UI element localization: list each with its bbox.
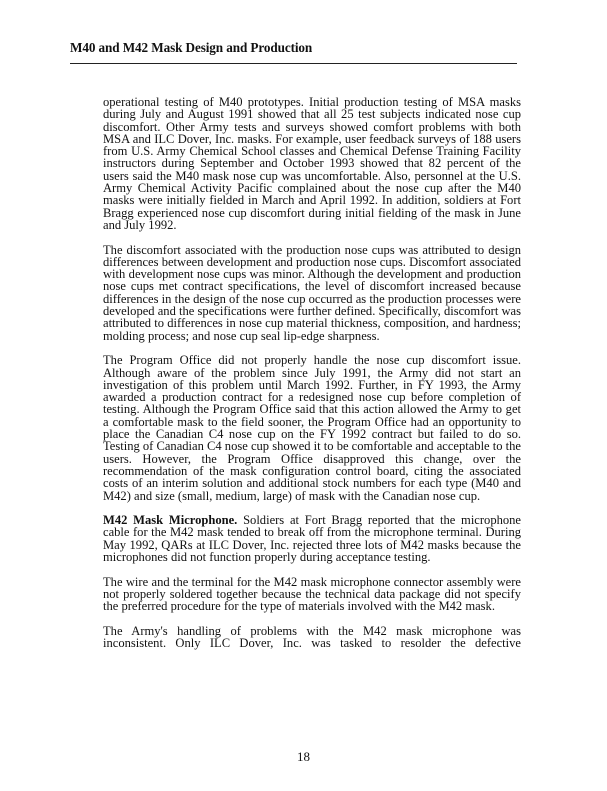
- running-head: M40 and M42 Mask Design and Production: [70, 40, 313, 55]
- paragraph: The wire and the terminal for the M42 mask microphone connector assembly were not properly soldered together because the technical data package did not specify the preferred procedure for the type of materials involved with the M42 mask.: [103, 574, 521, 614]
- paragraph: [103, 514, 521, 563]
- body-text: [103, 96, 521, 662]
- paragraph: The discomfort associated with the production nose cups was attributed to design differences between development and production nose cups. Discomfort associated with development nose cups was minor. Although the development and production nose cups met contract specifications, the level of discomfort increased because differences in the design of the nose cup occurred as the production processes were developed and the specifications were further defined. Specifically, discomfort was attributed to differences in nose cup material thickness, composition, and hardness; molding process; and nose cup seal lip-edge sharpness.: [103, 242, 521, 343]
- paragraph: The Program Office did not properly handle the nose cup discomfort issue. Although aware of the problem since July 1991, the Army did not start an investigation of this problem until March 1992. Further, in FY 1993, the Army awarded a production contract for a redesigned nose cup before completion of testing. Although the Program Office said that this action allowed the Army to get a comfortable mask to the field sooner, the Program Office had an opportunity to place the Canadian C4 nose cup on the FY 1992 contract but failed to do so. Testing of Canadian C4 nose cup showed it to be comfortable and acceptable to the users. However, the Program Office disapproved this change, over the recommendation of the mask configuration control board, citing the associated costs of an interim solution and additional stock numbers for each type (M40 and M42) and size (small, medium, large) of mask with the Canadian nose cup.: [103, 353, 521, 503]
- paragraph-text: Soldiers at Fort Bragg reported that the microphone cable for the M42 mask tended to break off from the microphone terminal. During May 1992, QARs at ILC Dover, Inc. rejected three lots of M42 masks because the microphones did not function properly during acceptance testing.: [103, 513, 521, 564]
- header-rule: [70, 63, 517, 64]
- paragraph: operational testing of M40 prototypes. Initial production testing of MSA masks during July and August 1991 showed that all 25 test subjects indicated nose cup discomfort. Other Army tests and surveys showed comfort problems with both MSA and ILC Dover, Inc. masks. For example, user feedback surveys of 188 users from U.S. Army Chemical School classes and Chemical Defense Training Facility instructors during September and October 1993 showed that 82 percent of the users said the M40 mask nose cup was uncomfortable. Also, personnel at the U.S. Army Chemical Activity Pacific complained about the nose cup after the M40 masks were initially fielded in March and April 1992. In addition, soldiers at Fort Bragg experienced nose cup discomfort during initial fielding of the mask in June and July 1992.: [103, 95, 521, 232]
- page-number: 18: [297, 749, 310, 764]
- run-in-heading: M42 Mask Microphone.: [103, 513, 238, 528]
- paragraph: The Army's handling of problems with the M42 mask microphone was inconsistent. Only ILC Dover, Inc. was tasked to resolder the defective: [103, 623, 521, 651]
